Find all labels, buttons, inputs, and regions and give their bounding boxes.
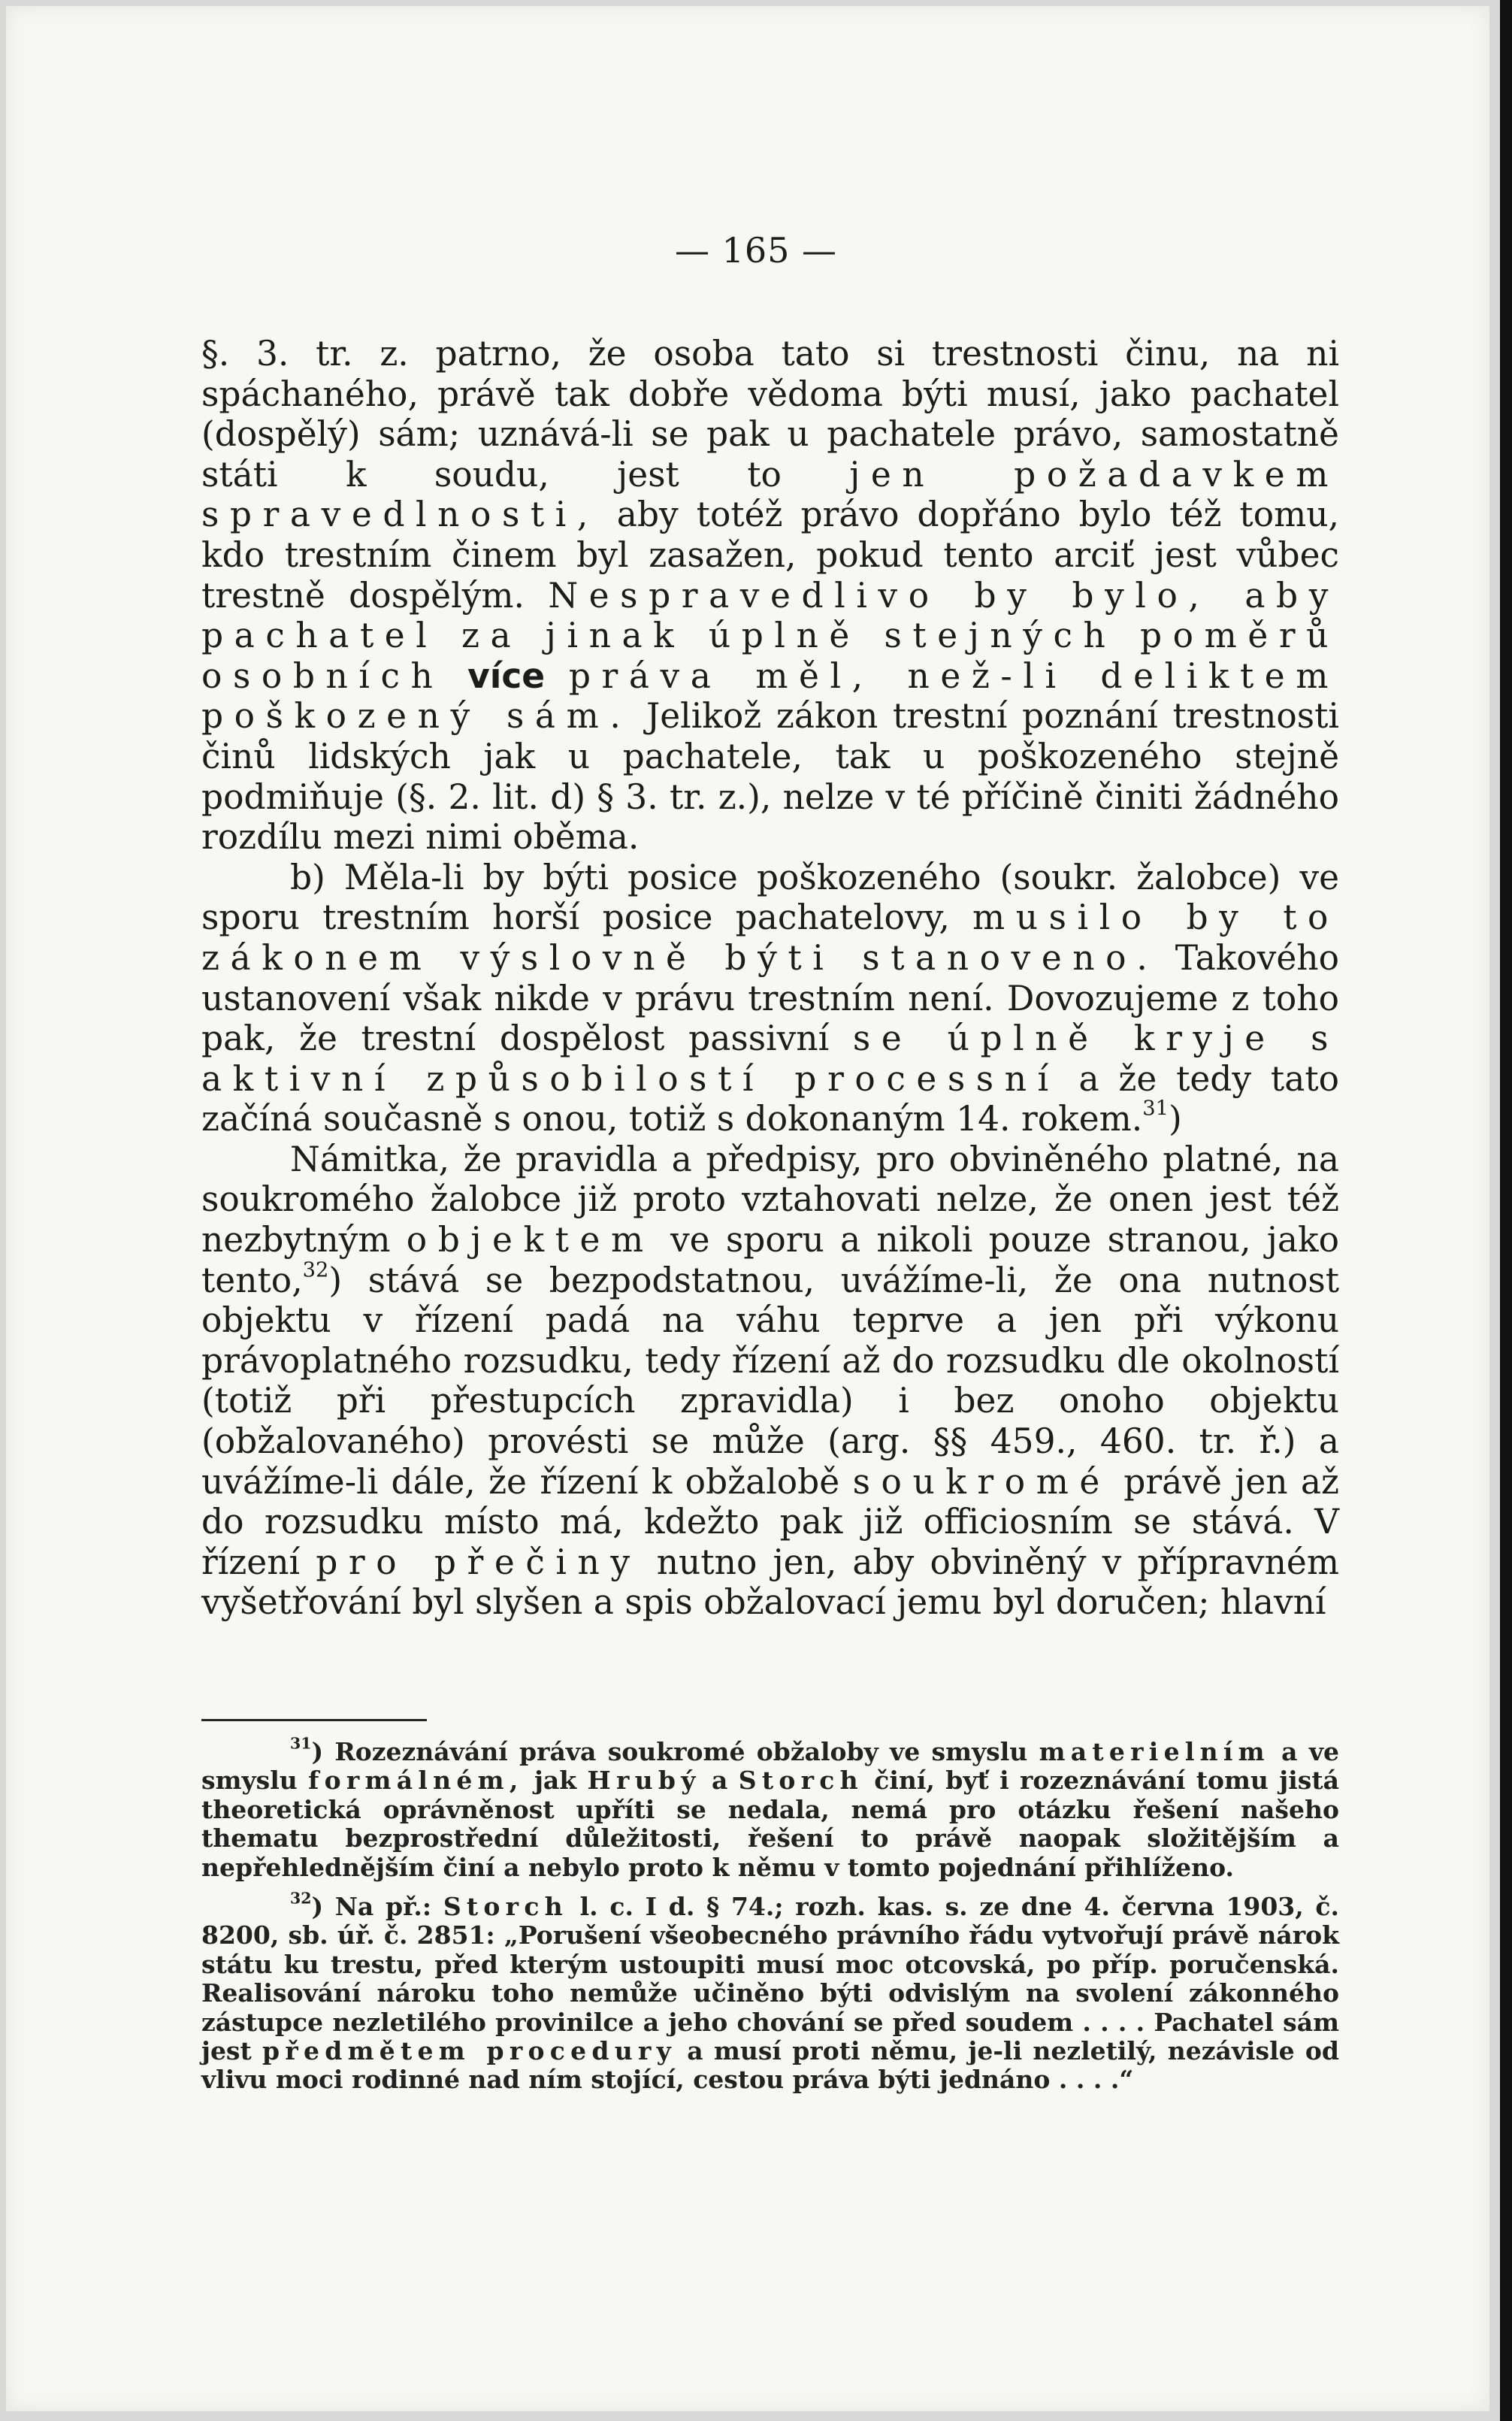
fn31-spaced-4: Storch <box>738 1766 863 1796</box>
fn31-text-i: činí, byť i rozeznávání tomu jistá theoretická oprávněnost upříti se nedala, nemá pro otázku řešení našeho thematu bezprostřední důležitosti, řešení to právě naopak složitějším a nepřehlednějším činí a nebylo proto k němu v tomto pojednání přihlíženo. <box>201 1766 1339 1882</box>
fn32-text-c: l. c. I d. § 74.; rozh. kas. s. ze dne 4. června 1903, č. 8200, sb. úř. č. 2851: „Porušení všeobecného právního řádu vytvořují právě nárok státu ku trestu, před kterým ustoupiti musí moc otcovská, po příp. poručenská. Realisování nároku toho nemůže učiněno býti odvislým na svolení zákonného zástupce nezletilého provinilce a jeho chování se před soudem . . . . Pachatel sám jest <box>201 1892 1340 2066</box>
page-edge-shadow <box>1500 0 1512 2421</box>
p2-text-c: Takového ustanovení však nikde v právu trestním není. Dovozujeme z toho pak, že trestní dospělost passivní <box>201 937 1339 1059</box>
footnote-ref-31: 31 <box>1142 1097 1169 1121</box>
p2-spaced-emphasis-1: musilo by to zákonem výslovně býti stanoveno. <box>201 897 1340 978</box>
fn32-spaced-2: předmětem procedury <box>262 2036 677 2066</box>
p2-text-e: a že tedy tato začíná současně s onou, totiž s dokonaným 14. rokem. <box>201 1058 1339 1139</box>
footnote-separator <box>201 1719 427 1721</box>
footnote-32-mark: 32 <box>290 1889 312 1908</box>
p3-spaced-emphasis-1: objektem <box>406 1220 655 1260</box>
paragraph-2 <box>201 858 1339 1139</box>
p1-text-a: §. 3. tr. z. patrno, že osoba tato si trestnosti činu, na ni spáchaného, právě tak dobře vědoma býti musí, jako pachatel (dospělý) sám; uznává-li se pak u pachatele právo, samostatně státi k soudu, jest to <box>201 334 1339 495</box>
p3-text-f: právě jen až do rozsudku místo má, kdežto pak již officiosním se stává. V řízení <box>201 1461 1339 1582</box>
fn31-text-a: ) Rozeznávání práva soukromé obžaloby ve smyslu <box>311 1737 1039 1766</box>
p1-spaced-emphasis-2: Nespravedlivo by bylo, aby pachatel za jinak úplně stejných poměrů osobních <box>201 575 1339 696</box>
p3-spaced-emphasis-2: soukromé <box>852 1461 1111 1502</box>
p2-spaced-emphasis-2: se úplně kryje s aktivní způsobilostí processní <box>201 1018 1340 1099</box>
p2-text-f: ) <box>1168 1099 1182 1139</box>
paragraph-1 <box>201 334 1339 858</box>
fn32-text-e: a musí proti němu, je-li nezletilý, nezávisle od vlivu moci rodinné nad ním stojící, cestou práva býti jednáno . . . .“ <box>201 2036 1340 2095</box>
footnote-32 <box>201 1889 1340 2095</box>
p1-spaced-emphasis-3: práva měl, než-li deliktem poškozený sám. <box>201 655 1339 737</box>
page-number: — 165 — <box>674 230 838 271</box>
p1-bold-word: více <box>443 655 569 696</box>
p3-text-c: ve sporu a nikoli pouze stranou, jako tento, <box>201 1220 1339 1300</box>
p1-text-c: aby totéž právo dopřáno bylo též tomu, kdo trestním činem byl zasažen, pokud tento arciť jest vůbec trestně dospělým. <box>201 495 1339 616</box>
fn31-text-c: a ve smyslu <box>201 1737 1340 1796</box>
fn32-text-a: ) Na př.: <box>311 1892 443 1922</box>
fn31-text-e: jak <box>523 1766 588 1796</box>
p3-text-h: nutno jen, aby obviněný v přípravném vyšetřování byl slyšen a spis obžalovací jemu byl doručen; hlavní <box>201 1542 1339 1623</box>
footnotes <box>201 1734 1340 2095</box>
p3-text-d: ) stává se bezpodstatnou, uvážíme-li, že ona nutnost objektu v řízení padá na váhu teprve a jen při výkonu právoplatného rozsudku, tedy řízení až do rozsudku dle okolností (totiž při přestupcích zpravidla) i bez onoho objektu (obžalovaného) provésti se může (arg. §§ 459., 460. tr. ř.) a uvážíme-li dále, že řízení k obžalobě <box>201 1260 1339 1502</box>
footnote-31 <box>201 1734 1340 1882</box>
p3-text-a: Námitka, že pravidla a předpisy, pro obviněného platné, na soukromého žalobce již proto vztahovati nelze, že onen jest též nezbytným <box>201 1139 1339 1260</box>
p1-spaced-emphasis-1: jen požadavkem spravedlnosti, <box>201 454 1339 535</box>
fn31-spaced-3: Hrubý <box>587 1766 701 1796</box>
paragraph-3 <box>201 1139 1339 1623</box>
footnote-ref-32: 32 <box>302 1258 329 1282</box>
fn31-spaced-1: materielním <box>1039 1737 1270 1766</box>
footnote-31-mark: 31 <box>290 1734 312 1753</box>
main-text <box>201 334 1339 1623</box>
fn31-spaced-2: formálném, <box>308 1766 524 1796</box>
fn32-spaced-1: Storch <box>443 1892 568 1922</box>
fn31-text-g: a <box>700 1766 739 1796</box>
p2-text-a: b) Měla-li by býti posice poškozeného (soukr. žalobce) ve sporu trestním horší posice pachatelovy, <box>201 857 1339 938</box>
p1-text-g: Jelikož zákon trestní poznání trestnosti činů lidských jak u pachatele, tak u poškozeného stejně podmiňuje (§. 2. lit. d) § 3. tr. z.), nelze v té příčině činiti žádného rozdílu mezi nimi oběma. <box>201 696 1339 858</box>
p3-spaced-emphasis-3: pro přečiny <box>316 1542 641 1582</box>
